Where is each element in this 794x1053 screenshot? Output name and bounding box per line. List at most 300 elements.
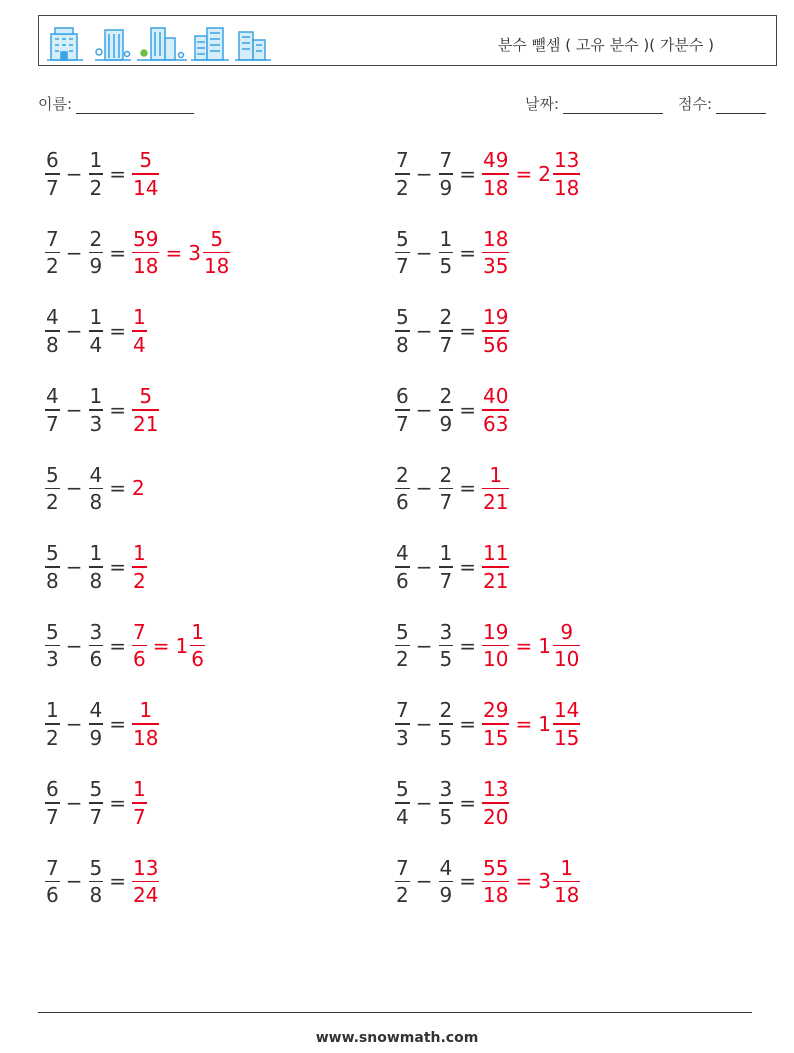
- numerator: 2: [396, 462, 409, 487]
- numerator: 1: [89, 148, 103, 173]
- answer: [132, 150, 159, 198]
- problem-item: [395, 143, 580, 205]
- problem-item: [395, 772, 509, 834]
- fraction: [45, 855, 60, 908]
- numerator: 1: [89, 305, 103, 330]
- denominator: 8: [46, 332, 59, 357]
- fraction: [395, 150, 410, 198]
- numerator: 1: [191, 619, 204, 644]
- numerator: 4: [89, 698, 103, 723]
- minus-sign: −: [415, 869, 433, 894]
- fraction: [439, 307, 454, 355]
- numerator: 2: [439, 698, 453, 723]
- answer: [132, 386, 159, 434]
- numerator: 5: [89, 855, 103, 880]
- denominator: 5: [439, 725, 453, 750]
- mixed-whole: 3: [188, 240, 201, 265]
- answer: [132, 619, 205, 672]
- denominator: 9: [89, 254, 103, 279]
- numerator: 5: [396, 619, 409, 644]
- fraction: [89, 226, 104, 279]
- equals-sign: =: [459, 555, 476, 579]
- minus-sign: −: [415, 162, 433, 186]
- answer: [132, 543, 147, 591]
- answer: [132, 226, 230, 279]
- fraction: [89, 543, 104, 591]
- fraction: [89, 150, 104, 198]
- denominator: 21: [133, 411, 159, 436]
- numerator: 29: [483, 698, 509, 723]
- numerator: 5: [46, 541, 59, 566]
- problem-item: [395, 300, 509, 362]
- fraction: [89, 779, 104, 827]
- problem-item: [45, 143, 159, 205]
- score-label: 점수:: [678, 95, 713, 113]
- fraction: [190, 619, 205, 672]
- numerator: 4: [46, 305, 59, 330]
- denominator: 8: [46, 568, 59, 593]
- denominator: 4: [396, 804, 409, 829]
- numerator: 5: [46, 619, 59, 644]
- denominator: 7: [439, 568, 453, 593]
- answer-equals-sign: =: [165, 240, 183, 265]
- numerator: 19: [483, 619, 509, 644]
- mixed-whole: 1: [175, 633, 189, 658]
- problem-item: [45, 850, 159, 912]
- fraction: [132, 226, 159, 279]
- footer-divider: [38, 1012, 752, 1013]
- problem-item: [45, 379, 159, 441]
- numerator: 5: [139, 384, 153, 409]
- numerator: 2: [439, 462, 453, 487]
- problem-item: [395, 379, 509, 441]
- denominator: 7: [46, 411, 59, 436]
- fraction: [89, 307, 104, 355]
- score-field[interactable]: [678, 93, 766, 114]
- equals-sign: =: [459, 162, 476, 186]
- fraction: [132, 543, 147, 591]
- denominator: 18: [483, 883, 509, 908]
- fraction: [439, 150, 454, 198]
- denominator: 14: [133, 175, 159, 200]
- answer-equals-sign: =: [515, 869, 533, 894]
- fraction: [482, 700, 509, 748]
- denominator: 2: [396, 647, 409, 672]
- numerator: 6: [46, 148, 59, 173]
- denominator: 3: [89, 411, 103, 436]
- minus-sign: −: [65, 162, 83, 186]
- answer: [132, 307, 147, 355]
- fraction: [482, 386, 509, 434]
- denominator: 24: [133, 883, 159, 908]
- denominator: 18: [483, 175, 509, 200]
- minus-sign: −: [65, 712, 83, 737]
- minus-sign: −: [65, 319, 83, 344]
- equals-sign: =: [459, 319, 476, 344]
- answer: [482, 386, 509, 434]
- answer: [132, 855, 159, 908]
- denominator: 7: [396, 411, 409, 436]
- numerator: 14: [553, 698, 580, 723]
- problem-item: [45, 615, 205, 677]
- numerator: 7: [396, 148, 409, 173]
- fraction: [482, 543, 509, 591]
- problem-item: [45, 536, 147, 598]
- equals-sign: =: [459, 712, 476, 737]
- answer: [482, 226, 509, 279]
- fraction: [132, 307, 147, 355]
- minus-sign: −: [415, 712, 433, 737]
- answer: [132, 700, 159, 748]
- header-box: [38, 15, 777, 66]
- numerator: 2: [439, 384, 453, 409]
- denominator: 8: [89, 568, 103, 593]
- mixed-whole: 2: [538, 162, 551, 186]
- denominator: 7: [439, 332, 453, 357]
- denominator: 6: [46, 883, 59, 908]
- fraction: [132, 855, 159, 908]
- fraction: [439, 386, 454, 434]
- denominator: 8: [89, 490, 103, 515]
- fraction: [132, 619, 147, 672]
- numerator: 7: [46, 226, 59, 251]
- fraction: [553, 150, 580, 198]
- name-blank[interactable]: [76, 97, 194, 114]
- denominator: 7: [439, 490, 453, 515]
- fraction: [45, 779, 60, 827]
- footer-url[interactable]: www.snowmath.com: [315, 1030, 479, 1046]
- problem-item: [45, 693, 159, 755]
- denominator: 56: [483, 332, 509, 357]
- minus-sign: −: [415, 790, 433, 815]
- answer-equals-sign: =: [515, 633, 533, 658]
- equals-sign: =: [109, 319, 126, 344]
- answer-equals-sign: =: [515, 162, 533, 186]
- denominator: 7: [46, 804, 59, 829]
- numerator: 7: [396, 855, 409, 880]
- equals-sign: =: [109, 790, 126, 815]
- minus-sign: −: [415, 476, 433, 501]
- fraction: [132, 150, 159, 198]
- denominator: 15: [483, 725, 509, 750]
- numerator: 5: [46, 462, 59, 487]
- mixed-whole: 3: [538, 869, 551, 894]
- fraction: [395, 779, 410, 827]
- denominator: 7: [133, 804, 146, 829]
- equals-sign: =: [109, 240, 126, 265]
- problem-item: [395, 615, 580, 677]
- numerator: 5: [396, 305, 409, 330]
- fraction: [45, 462, 60, 515]
- minus-sign: −: [65, 869, 83, 894]
- fraction: [482, 150, 509, 198]
- fraction: [439, 619, 454, 672]
- fraction: [45, 307, 60, 355]
- answer: [482, 619, 580, 672]
- numerator: 59: [133, 226, 159, 251]
- numerator: 11: [483, 541, 509, 566]
- numerator: 9: [560, 619, 574, 644]
- numerator: 4: [439, 855, 453, 880]
- fraction: [45, 150, 60, 198]
- date-field[interactable]: [525, 93, 663, 114]
- fraction: [132, 700, 159, 748]
- numerator: 55: [483, 855, 509, 880]
- denominator: 21: [483, 490, 509, 515]
- denominator: 2: [396, 883, 409, 908]
- fraction: [132, 386, 159, 434]
- denominator: 2: [46, 725, 59, 750]
- denominator: 2: [46, 254, 59, 279]
- equals-sign: =: [459, 240, 476, 265]
- numerator: 19: [483, 305, 509, 330]
- denominator: 6: [133, 647, 146, 672]
- denominator: 15: [553, 725, 580, 750]
- denominator: 7: [89, 804, 103, 829]
- denominator: 8: [396, 332, 409, 357]
- name-field[interactable]: [38, 93, 194, 114]
- buildings-logo-icon: [47, 22, 287, 62]
- numerator: 5: [89, 777, 103, 802]
- numerator: 4: [46, 384, 59, 409]
- numerator: 7: [46, 855, 59, 880]
- fraction: [45, 619, 60, 672]
- minus-sign: −: [415, 633, 433, 658]
- numerator: 1: [560, 855, 574, 880]
- numerator: 1: [139, 698, 153, 723]
- denominator: 9: [89, 725, 103, 750]
- denominator: 18: [133, 254, 159, 279]
- problem-item: [45, 772, 147, 834]
- equals-sign: =: [109, 162, 126, 186]
- fraction: [439, 226, 454, 279]
- minus-sign: −: [65, 240, 83, 265]
- denominator: 8: [89, 883, 103, 908]
- numerator: 1: [46, 698, 59, 723]
- numerator: 1: [89, 384, 103, 409]
- problem-item: [395, 457, 509, 519]
- denominator: 18: [203, 254, 230, 279]
- numerator: 1: [89, 541, 103, 566]
- fraction: [89, 462, 104, 515]
- denominator: 5: [439, 254, 453, 279]
- fraction: [45, 543, 60, 591]
- denominator: 9: [439, 883, 453, 908]
- problem-item: [45, 222, 230, 284]
- minus-sign: −: [65, 476, 83, 501]
- answer-equals-sign: =: [515, 712, 533, 737]
- equals-sign: =: [109, 476, 126, 501]
- minus-sign: −: [415, 555, 433, 579]
- numerator: 7: [133, 619, 146, 644]
- fraction: [45, 386, 60, 434]
- fraction: [132, 779, 147, 827]
- denominator: 63: [483, 411, 509, 436]
- denominator: 5: [439, 647, 453, 672]
- numerator: 1: [133, 541, 146, 566]
- answer: [482, 307, 509, 355]
- fraction: [482, 779, 509, 827]
- fraction: [395, 700, 410, 748]
- numerator: 2: [439, 305, 453, 330]
- worksheet-title: 분수 뺄셈 ( 고유 분수 )( 가분수 ): [497, 36, 714, 54]
- denominator: 21: [483, 568, 509, 593]
- numerator: 13: [483, 777, 509, 802]
- numerator: 3: [439, 777, 453, 802]
- problem-item: [395, 536, 509, 598]
- minus-sign: −: [65, 397, 83, 422]
- equals-sign: =: [459, 869, 476, 894]
- answer: [132, 779, 147, 827]
- fraction: [439, 700, 454, 748]
- fraction: [89, 855, 104, 908]
- denominator: 3: [46, 647, 59, 672]
- equals-sign: =: [459, 633, 476, 658]
- numerator: 18: [483, 226, 509, 251]
- denominator: 6: [191, 647, 204, 672]
- minus-sign: −: [415, 319, 433, 344]
- answer: [482, 462, 509, 515]
- denominator: 3: [396, 725, 409, 750]
- fraction: [482, 307, 509, 355]
- numerator: 1: [133, 777, 146, 802]
- problem-item: [395, 222, 509, 284]
- denominator: 6: [89, 647, 103, 672]
- fraction: [89, 386, 104, 434]
- numerator: 5: [139, 148, 153, 173]
- fraction: [439, 543, 454, 591]
- denominator: 10: [483, 647, 509, 672]
- minus-sign: −: [65, 555, 83, 579]
- equals-sign: =: [109, 712, 126, 737]
- answer: [482, 779, 509, 827]
- fraction: [553, 855, 580, 908]
- fraction: [439, 855, 454, 908]
- problem-item: [395, 693, 580, 755]
- problem-item: [395, 850, 580, 912]
- numerator: 13: [553, 148, 580, 173]
- denominator: 4: [133, 332, 146, 357]
- numerator: 1: [489, 462, 503, 487]
- fraction: [89, 700, 104, 748]
- problem-item: [45, 457, 145, 519]
- fraction: [395, 462, 410, 515]
- fraction: [482, 462, 509, 515]
- equals-sign: =: [109, 633, 126, 658]
- equals-sign: =: [109, 869, 126, 894]
- numerator: 4: [89, 462, 103, 487]
- answer: [482, 150, 580, 198]
- fraction: [45, 226, 60, 279]
- fraction: [89, 619, 104, 672]
- fraction: [439, 779, 454, 827]
- fraction: [395, 226, 410, 279]
- date-label: 날짜:: [525, 95, 560, 113]
- fraction: [482, 226, 509, 279]
- fraction: [439, 462, 454, 515]
- numerator: 7: [396, 698, 409, 723]
- denominator: 7: [46, 175, 59, 200]
- numerator: 6: [396, 384, 409, 409]
- denominator: 9: [439, 175, 453, 200]
- answer: [482, 543, 509, 591]
- fraction: [482, 855, 509, 908]
- date-blank[interactable]: [563, 97, 663, 114]
- fraction: [395, 386, 410, 434]
- numerator: 49: [483, 148, 509, 173]
- numerator: 1: [133, 305, 146, 330]
- numerator: 2: [89, 226, 103, 251]
- fraction: [553, 700, 580, 748]
- denominator: 5: [439, 804, 453, 829]
- denominator: 6: [396, 490, 409, 515]
- denominator: 2: [396, 175, 409, 200]
- answer: [482, 855, 580, 908]
- equals-sign: =: [459, 790, 476, 815]
- fraction: [482, 619, 509, 672]
- denominator: 18: [133, 725, 159, 750]
- fraction: [203, 226, 230, 279]
- fraction: [395, 543, 410, 591]
- fraction: [395, 855, 410, 908]
- fraction: [553, 619, 580, 672]
- mixed-whole: 1: [538, 633, 551, 658]
- denominator: 18: [553, 883, 580, 908]
- denominator: 18: [553, 175, 580, 200]
- equals-sign: =: [459, 476, 476, 501]
- numerator: 7: [439, 148, 453, 173]
- numerator: 6: [46, 777, 59, 802]
- fraction: [395, 307, 410, 355]
- name-label: 이름:: [38, 95, 73, 113]
- denominator: 35: [483, 254, 509, 279]
- denominator: 4: [89, 332, 103, 357]
- denominator: 2: [133, 568, 146, 593]
- equals-sign: =: [109, 397, 126, 422]
- numerator: 1: [439, 541, 453, 566]
- equals-sign: =: [109, 555, 126, 579]
- numerator: 5: [396, 777, 409, 802]
- denominator: 2: [46, 490, 59, 515]
- numerator: 5: [396, 226, 409, 251]
- denominator: 10: [553, 647, 580, 672]
- score-blank[interactable]: [716, 97, 766, 114]
- fraction: [45, 700, 60, 748]
- minus-sign: −: [415, 397, 433, 422]
- answer-whole: 2: [132, 476, 145, 501]
- answer-equals-sign: =: [152, 633, 170, 658]
- numerator: 4: [396, 541, 409, 566]
- numerator: 40: [483, 384, 509, 409]
- denominator: 6: [396, 568, 409, 593]
- numerator: 3: [89, 619, 103, 644]
- numerator: 3: [439, 619, 453, 644]
- equals-sign: =: [459, 397, 476, 422]
- answer: [482, 700, 580, 748]
- minus-sign: −: [65, 633, 83, 658]
- answer: [132, 476, 145, 500]
- denominator: 7: [396, 254, 409, 279]
- mixed-whole: 1: [538, 712, 551, 737]
- numerator: 5: [210, 226, 224, 251]
- minus-sign: −: [65, 790, 83, 815]
- problem-item: [45, 300, 147, 362]
- denominator: 20: [483, 804, 509, 829]
- numerator: 1: [439, 226, 453, 251]
- fraction: [395, 619, 410, 672]
- minus-sign: −: [415, 240, 433, 265]
- numerator: 13: [133, 855, 159, 880]
